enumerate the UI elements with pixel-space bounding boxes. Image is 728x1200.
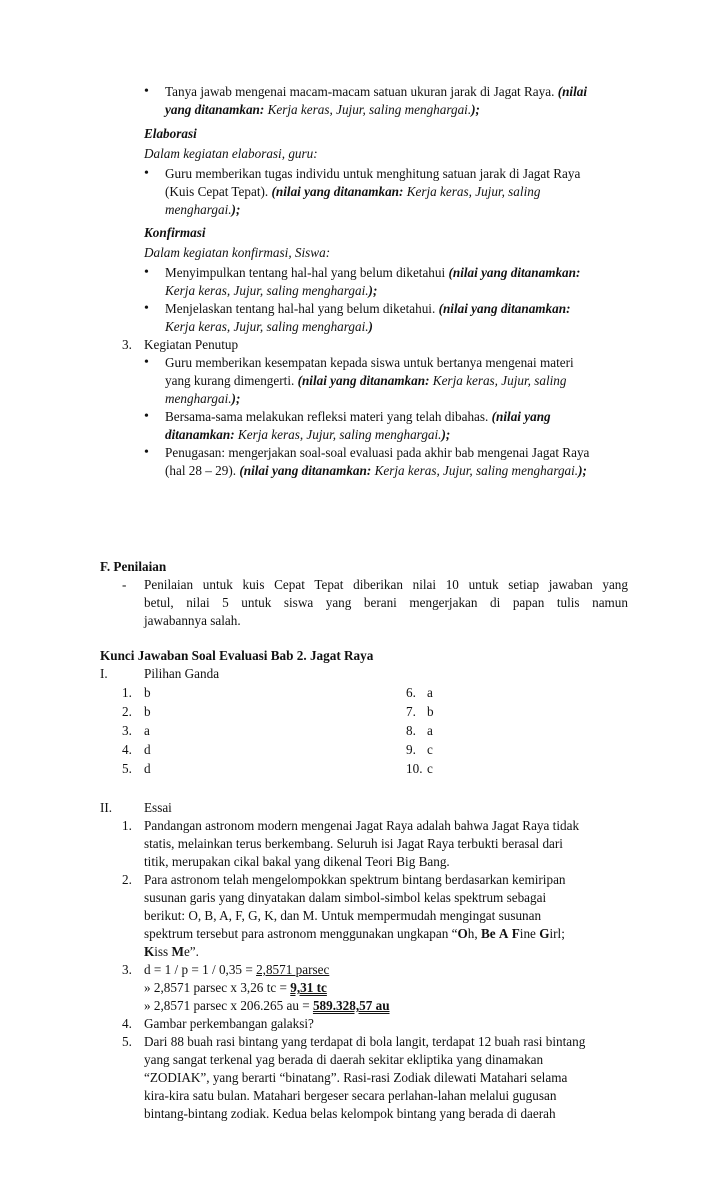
list-number: II.: [100, 800, 113, 815]
list-item: 5. d: [122, 761, 151, 776]
text-line: betul, nilai 5 untuk siswa yang berani mengerjakan di papan tulis namun: [144, 595, 628, 610]
dash-marker: -: [122, 577, 127, 592]
text-line: Kiss Me”.: [144, 944, 199, 959]
text-line: Penugasan: mengerjakan soal-soal evaluasi pada akhir bab mengenai Jagat Raya: [165, 445, 590, 460]
text-line: Kerja keras, Jujur, saling menghargai.);: [165, 283, 378, 298]
section-heading: Kunci Jawaban Soal Evaluasi Bab 2. Jagat Raya: [100, 648, 374, 663]
text-line: Guru memberikan tugas individu untuk menghitung satuan jarak di Jagat Raya: [165, 166, 581, 181]
list-item: 7. b: [406, 704, 434, 719]
section-heading: Kegiatan Penutup: [144, 337, 239, 352]
bullet-icon: •: [144, 84, 149, 99]
text-line: kira-kira satu bulan. Matahari bergeser secara perlahan-lahan melalui gugusan: [144, 1088, 557, 1103]
text-line: d = 1 / p = 1 / 0,35 = 2,8571 parsec: [144, 962, 330, 977]
text-line: (Kuis Cepat Tepat). (nilai yang ditanamkan: Kerja keras, Jujur, saling: [165, 184, 541, 199]
list-item: 6. a: [406, 685, 433, 700]
text-line: » 2,8571 parsec x 206.265 au = 589.328,57 au: [144, 998, 390, 1013]
list-item: 1. b: [122, 685, 151, 700]
bullet-icon: •: [144, 409, 149, 424]
list-number: 1.: [122, 818, 132, 833]
text-line: yang sangat terkenal yag berada di daerah sekitar ekliptika yang dinamakan: [144, 1052, 544, 1067]
text-line: Pandangan astronom modern mengenai Jagat Raya adalah bahwa Jagat Raya tidak: [144, 818, 580, 833]
list-number: 3.: [122, 962, 132, 977]
section-intro: Dalam kegiatan elaborasi, guru:: [144, 146, 318, 161]
list-item: 9. c: [406, 742, 433, 757]
text-line: Tanya jawab mengenai macam-macam satuan ukuran jarak di Jagat Raya. (nilai: [165, 84, 588, 99]
text-line: Kerja keras, Jujur, saling menghargai.): [165, 319, 373, 334]
bullet-icon: •: [144, 355, 149, 370]
text-line: » 2,8571 parsec x 3,26 tc = 9,31 tc: [144, 980, 327, 995]
text-line: menghargai.);: [165, 391, 241, 406]
text-line: statis, melainkan terus berkembang. Seluruh isi Jagat Raya terbukti berasal dari: [144, 836, 563, 851]
text-line: Para astronom telah mengelompokkan spektrum bintang berdasarkan kemiripan: [144, 872, 566, 887]
subsection-title: Pilihan Ganda: [144, 666, 220, 681]
list-item: 3. a: [122, 723, 150, 738]
list-item: 4. d: [122, 742, 151, 757]
list-item: 8. a: [406, 723, 433, 738]
text-line: (hal 28 – 29). (nilai yang ditanamkan: Kerja keras, Jujur, saling menghargai.);: [165, 463, 587, 478]
list-number: 2.: [122, 872, 132, 887]
list-number: 5.: [122, 1034, 132, 1049]
subsection-title: Essai: [144, 800, 172, 815]
bullet-icon: •: [144, 301, 149, 316]
text-line: Menyimpulkan tentang hal-hal yang belum diketahui (nilai yang ditanamkan:: [165, 265, 581, 280]
list-item: 10. c: [406, 761, 433, 776]
text-line: spektrum tersebut para astronom menggunakan ungkapan “Oh, Be A Fine Girl;: [144, 926, 565, 941]
list-number: I.: [100, 666, 108, 681]
text-line: Penilaian untuk kuis Cepat Tepat diberikan nilai 10 untuk setiap jawaban yang: [144, 577, 628, 592]
text-line: Gambar perkembangan galaksi?: [144, 1016, 314, 1031]
text-line: susunan garis yang dinyatakan dalam simbol-simbol kelas spektrum sebagai: [144, 890, 547, 905]
bullet-icon: •: [144, 445, 149, 460]
bullet-icon: •: [144, 166, 149, 181]
text-line: Dari 88 buah rasi bintang yang terdapat di bola langit, terdapat 12 buah rasi bintang: [144, 1034, 586, 1049]
section-heading: Elaborasi: [144, 126, 197, 141]
section-intro: Dalam kegiatan konfirmasi, Siswa:: [144, 245, 331, 260]
list-item: 2. b: [122, 704, 151, 719]
text-line: titik, merupakan cikal bakal yang dikenal Teori Big Bang.: [144, 854, 450, 869]
section-heading: F. Penilaian: [100, 559, 167, 574]
text-line: menghargai.);: [165, 202, 241, 217]
text-line: jawabannya salah.: [144, 613, 241, 628]
section-heading: Konfirmasi: [144, 225, 206, 240]
list-number: 4.: [122, 1016, 132, 1031]
list-number: 3.: [122, 337, 132, 352]
text-line: ditanamkan: Kerja keras, Jujur, saling menghargai.);: [165, 427, 451, 442]
text-line: Bersama-sama melakukan refleksi materi yang telah dibahas. (nilai yang: [165, 409, 551, 424]
text-line: yang kurang dimengerti. (nilai yang ditanamkan: Kerja keras, Jujur, saling: [165, 373, 567, 388]
text-line: “ZODIAK”, yang berarti “binatang”. Rasi-rasi Zodiak dilewati Matahari selama: [144, 1070, 568, 1085]
bullet-icon: •: [144, 265, 149, 280]
text-line: yang ditanamkan: Kerja keras, Jujur, saling menghargai.);: [165, 102, 480, 117]
text-line: bintang-bintang zodiak. Kedua belas kelompok bintang yang berada di daerah: [144, 1106, 556, 1121]
text-line: berikut: O, B, A, F, G, K, dan M. Untuk mempermudah mengingat susunan: [144, 908, 542, 923]
text-line: Menjelaskan tentang hal-hal yang belum diketahui. (nilai yang ditanamkan:: [165, 301, 571, 316]
text-line: Guru memberikan kesempatan kepada siswa untuk bertanya mengenai materi: [165, 355, 574, 370]
